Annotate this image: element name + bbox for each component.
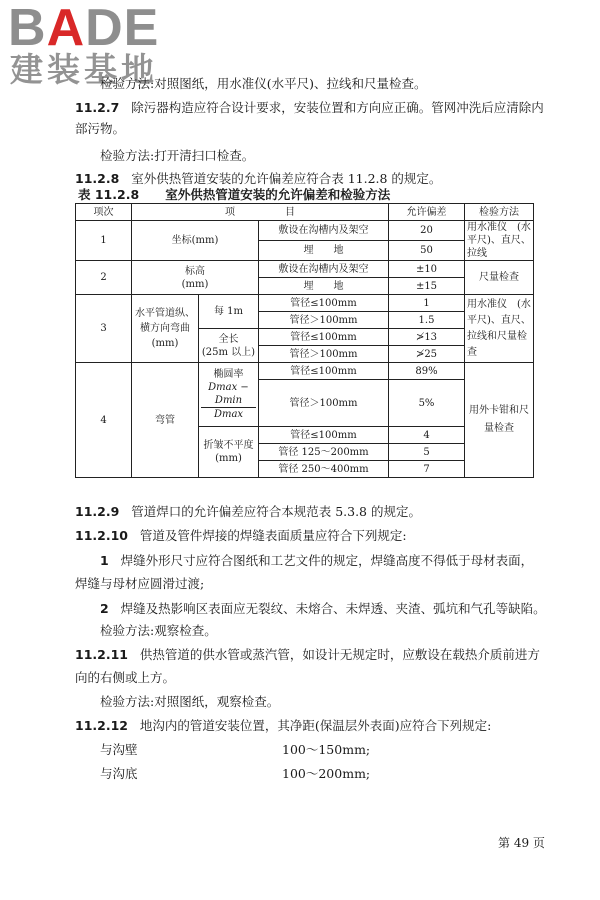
- clause-11-2-7: 11.2.7 除污器构造应符合设计要求，安装位置和方向应正确。管网冲洗后应清除内: [75, 100, 544, 115]
- clause-11-2-9: 11.2.9 管道焊口的允许偏差应符合本规范表 5.3.8 的规定。: [75, 504, 421, 519]
- table-header-row: [76, 204, 534, 221]
- table-cell: 管径 250～400mm: [259, 461, 389, 478]
- table-cell: 每 1m: [199, 295, 259, 329]
- page-number: 第 49 页: [498, 836, 545, 850]
- clearance-wall-value: 100～150mm;: [282, 742, 371, 757]
- table-row: [76, 363, 534, 380]
- clearance-bottom-value: 100～200mm;: [282, 766, 371, 781]
- clause-11-2-7-cont: 部污物。: [75, 121, 126, 136]
- table-cell: 用外卡钳和尺量检查: [465, 363, 534, 478]
- table-cell: 2: [76, 261, 132, 295]
- table-cell: ±15: [389, 278, 465, 295]
- table-cell: 1: [389, 295, 465, 312]
- table-cell: 管径 125～200mm: [259, 444, 389, 461]
- clause-11-2-8: 11.2.8 室外供热管道安装的允许偏差应符合表 11.2.8 的规定。: [75, 171, 442, 186]
- table-row: [76, 221, 534, 241]
- table-cell: 5%: [389, 380, 465, 427]
- logo-text-en: BADE: [8, 0, 160, 57]
- table-cell: 弯管: [132, 363, 199, 478]
- clause-item-2: 2 焊缝及热影响区表面应无裂纹、未熔合、未焊透、夹渣、弧坑和气孔等缺陷。: [100, 601, 546, 616]
- table-cell: 5: [389, 444, 465, 461]
- table-cell: 用水准仪 (水平尺)、直尺、拉线: [465, 221, 534, 261]
- table-cell: 管径＞100mm: [259, 380, 389, 427]
- allowable-deviation-table: [75, 203, 534, 478]
- header-cell: 允许偏差: [389, 204, 465, 221]
- table-cell: 敷设在沟槽内及架空: [259, 221, 389, 241]
- logo-text-cn: 建装基地: [10, 50, 158, 89]
- table-cell: 坐标(mm): [132, 221, 259, 261]
- inspection-method-line: 检验方法:打开清扫口检查。: [100, 148, 255, 163]
- table-cell: 1.5: [389, 312, 465, 329]
- table-cell: 水平管道纵、横方向弯曲(mm): [132, 295, 199, 363]
- clause-item-1: 1 焊缝外形尺寸应符合图纸和工艺文件的规定，焊缝高度不得低于母材表面，: [100, 553, 534, 568]
- table-cell: 管径＞100mm: [259, 312, 389, 329]
- inspection-method-line: 检验方法:对照图纸，用水准仪(水平尺)、拉线和尺量检查。: [100, 76, 427, 91]
- table-cell: 敷设在沟槽内及架空: [259, 261, 389, 278]
- table-cell: 管径≤100mm: [259, 427, 389, 444]
- table-cell: 标高 (mm): [132, 261, 259, 295]
- table-cell: 埋 地: [259, 241, 389, 261]
- table-cell: 4: [76, 363, 132, 478]
- table-row: [76, 261, 534, 278]
- header-cell: 项 目: [132, 204, 389, 221]
- table-cell: 7: [389, 461, 465, 478]
- inspection-method-line: 检验方法:对照图纸，观察检查。: [100, 694, 280, 709]
- table-cell: 管径≤100mm: [259, 363, 389, 380]
- ellipticity-formula: $\frac{Dmax - Dmin}{Dmax}$: [201, 381, 256, 421]
- ellipticity-label: 椭圆率: [213, 369, 244, 380]
- table-cell: 1: [76, 221, 132, 261]
- clause-11-2-12: 11.2.12 地沟内的管道安装位置，其净距(保温层外表面)应符合下列规定:: [75, 718, 492, 733]
- table-cell: 3: [76, 295, 132, 363]
- table-cell: 全长 (25m 以上): [199, 329, 259, 363]
- table-cell: 折皱不平度 (mm): [199, 427, 259, 478]
- table-cell: 管径＞100mm: [259, 346, 389, 363]
- table-cell: 20: [389, 221, 465, 241]
- clause-11-2-10: 11.2.10 管道及管件焊接的焊缝表面质量应符合下列规定:: [75, 528, 407, 543]
- table-caption: 表 11.2.8 室外供热管道安装的允许偏差和检验方法: [78, 187, 391, 202]
- clause-item-1-cont: 焊缝与母材应圆滑过渡;: [75, 576, 205, 591]
- table-cell: 50: [389, 241, 465, 261]
- table-cell: ≯13: [389, 329, 465, 346]
- table-cell: 89%: [389, 363, 465, 380]
- table-cell: 管径≤100mm: [259, 295, 389, 312]
- clearance-bottom-label: 与沟底: [100, 766, 138, 781]
- table-cell: 尺量检查: [465, 261, 534, 295]
- table-cell: ±10: [389, 261, 465, 278]
- table-cell: 管径≤100mm: [259, 329, 389, 346]
- table-cell: 用水准仪 (水平尺)、直尺、拉线和尺量检查: [465, 295, 534, 363]
- table-cell: 埋 地: [259, 278, 389, 295]
- clause-11-2-11: 11.2.11 供热管道的供水管或蒸汽管，如设计无规定时，应敷设在载热介质前进方: [75, 647, 540, 662]
- clearance-wall-label: 与沟壁: [100, 742, 138, 757]
- table-row: [76, 295, 534, 312]
- clause-11-2-11-cont: 向的右侧或上方。: [75, 670, 176, 685]
- header-cell: 项次: [76, 204, 132, 221]
- table-cell: [199, 363, 259, 427]
- inspection-method-line: 检验方法:观察检查。: [100, 623, 217, 638]
- table-cell: ≯25: [389, 346, 465, 363]
- table-cell: 4: [389, 427, 465, 444]
- header-cell: 检验方法: [465, 204, 534, 221]
